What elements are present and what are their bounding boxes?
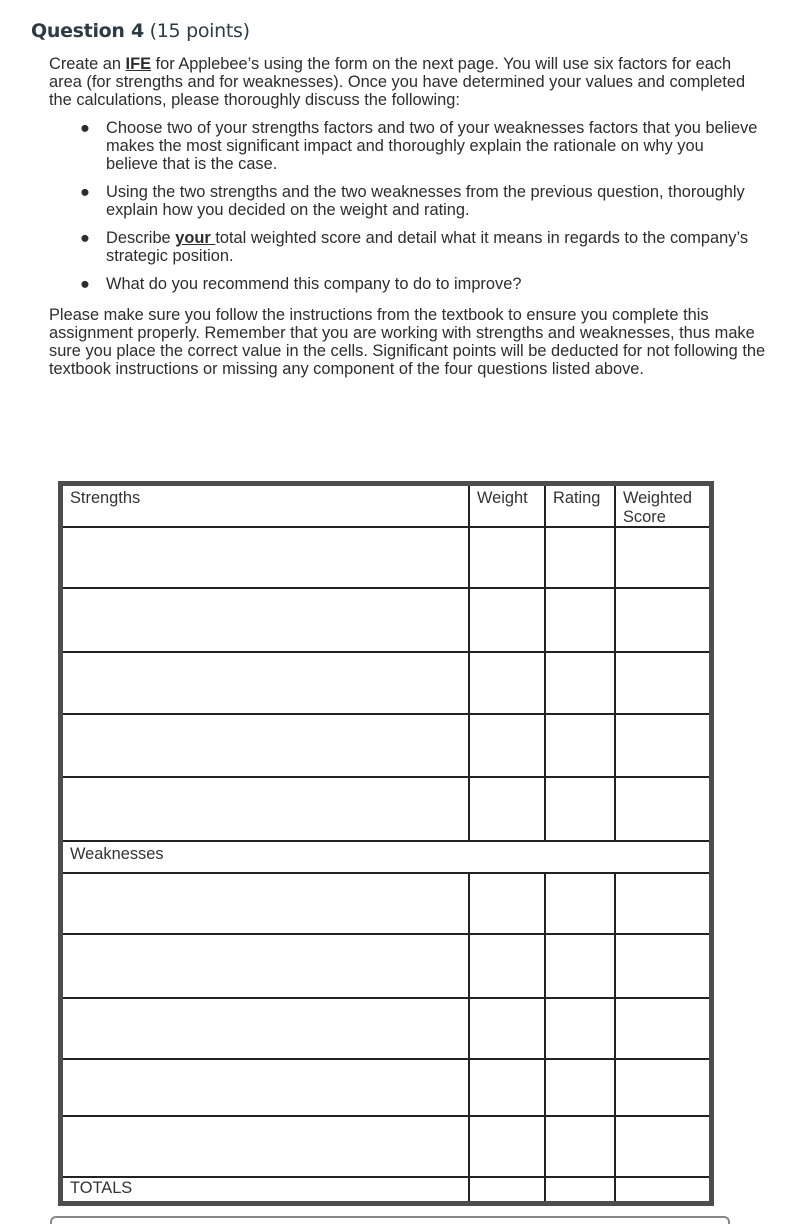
weighted-score-cell[interactable] bbox=[616, 715, 709, 776]
bullet-icon: ● bbox=[80, 275, 90, 293]
header-strengths: Strengths bbox=[63, 486, 470, 526]
intro-text-start: Create an bbox=[49, 55, 126, 73]
table-row bbox=[63, 528, 709, 589]
weight-cell[interactable] bbox=[470, 528, 546, 587]
rating-cell[interactable] bbox=[546, 874, 616, 933]
ife-term: IFE bbox=[125, 55, 152, 73]
weight-cell[interactable] bbox=[470, 715, 546, 776]
rating-cell[interactable] bbox=[546, 999, 616, 1058]
table-row bbox=[63, 935, 709, 999]
weaknesses-section-row bbox=[63, 842, 709, 874]
emphasis-your: your bbox=[175, 229, 216, 247]
total-weighted-score-cell[interactable] bbox=[616, 1178, 709, 1201]
table-row bbox=[63, 715, 709, 778]
weight-cell[interactable] bbox=[470, 874, 546, 933]
weighted-score-cell[interactable] bbox=[616, 999, 709, 1058]
weight-cell[interactable] bbox=[470, 778, 546, 840]
weight-cell[interactable] bbox=[470, 999, 546, 1058]
weakness-factor-cell[interactable] bbox=[63, 874, 470, 933]
bullet-icon: ● bbox=[80, 183, 90, 201]
table-row bbox=[63, 589, 709, 653]
weakness-factor-cell[interactable] bbox=[63, 999, 470, 1058]
list-item bbox=[80, 275, 760, 293]
weight-cell[interactable] bbox=[470, 653, 546, 713]
rating-cell[interactable] bbox=[546, 1060, 616, 1115]
instructions-paragraph: Please make sure you follow the instructions from the textbook to ensure you complete this assignment properly. Remember that you are working with strengths and weaknesses, thus make sure you place the correct value in the cells. Significant points will be deducted for not following the textbook instructions or missing any component of the four questions listed above. bbox=[49, 306, 766, 378]
table-row bbox=[63, 653, 709, 715]
next-panel-edge bbox=[50, 1216, 730, 1224]
weighted-score-cell[interactable] bbox=[616, 778, 709, 840]
strength-factor-cell[interactable] bbox=[63, 589, 470, 651]
weakness-factor-cell[interactable] bbox=[63, 1060, 470, 1115]
list-item-text: Choose two of your strengths factors and two of your weaknesses factors that you believe makes the most significant impact and thoroughly explain the rationale on why you believe that is the case. bbox=[106, 119, 758, 173]
header-weight: Weight bbox=[470, 486, 546, 526]
bullet-icon: ● bbox=[80, 229, 90, 247]
weaknesses-label: Weaknesses bbox=[70, 845, 164, 863]
header-weighted-score: Weighted Score bbox=[623, 489, 692, 526]
weighted-score-cell[interactable] bbox=[616, 1060, 709, 1115]
rating-cell[interactable] bbox=[546, 653, 616, 713]
rating-cell[interactable] bbox=[546, 528, 616, 587]
table-row bbox=[63, 1117, 709, 1178]
totals-row bbox=[63, 1178, 709, 1201]
table-row bbox=[63, 1060, 709, 1117]
ife-matrix-table bbox=[58, 481, 714, 1206]
weakness-factor-cell[interactable] bbox=[63, 1117, 470, 1176]
total-rating-cell[interactable] bbox=[546, 1178, 616, 1201]
weight-cell[interactable] bbox=[470, 1117, 546, 1176]
weight-cell[interactable] bbox=[470, 935, 546, 997]
total-weight-cell[interactable] bbox=[470, 1178, 546, 1201]
question-header bbox=[31, 20, 250, 42]
weighted-score-cell[interactable] bbox=[616, 528, 709, 587]
weighted-score-cell[interactable] bbox=[616, 1117, 709, 1176]
rating-cell[interactable] bbox=[546, 935, 616, 997]
bullet-icon: ● bbox=[80, 119, 90, 137]
header-rating: Rating bbox=[546, 486, 616, 526]
strength-factor-cell[interactable] bbox=[63, 528, 470, 587]
rating-cell[interactable] bbox=[546, 778, 616, 840]
question-number: Question 4 bbox=[31, 20, 144, 42]
table-row bbox=[63, 874, 709, 935]
weighted-score-cell[interactable] bbox=[616, 589, 709, 651]
rating-cell[interactable] bbox=[546, 715, 616, 776]
table-header-row bbox=[63, 486, 709, 528]
list-item-text: total weighted score and detail what it means in regards to the company’s strategic position. bbox=[106, 229, 749, 265]
list-item-text: What do you recommend this company to do to improve? bbox=[106, 275, 522, 293]
list-item bbox=[80, 183, 760, 219]
question-points: (15 points) bbox=[149, 20, 250, 42]
strength-factor-cell[interactable] bbox=[63, 653, 470, 713]
discussion-list bbox=[80, 119, 760, 303]
list-item-text: Describe bbox=[106, 229, 176, 247]
table-row bbox=[63, 999, 709, 1060]
intro-text-end: for Applebee’s using the form on the next page. You will use six factors for each area (for strengths and for weaknesses). Once you have determined your values and completed the calculations, please thoroughly discuss the following: bbox=[49, 55, 746, 109]
rating-cell[interactable] bbox=[546, 1117, 616, 1176]
list-item bbox=[80, 229, 760, 265]
totals-label: TOTALS bbox=[63, 1178, 470, 1201]
table-row bbox=[63, 778, 709, 842]
weakness-factor-cell[interactable] bbox=[63, 935, 470, 997]
weight-cell[interactable] bbox=[470, 589, 546, 651]
weight-cell[interactable] bbox=[470, 1060, 546, 1115]
list-item bbox=[80, 119, 760, 173]
weighted-score-cell[interactable] bbox=[616, 653, 709, 713]
strength-factor-cell[interactable] bbox=[63, 715, 470, 776]
weighted-score-cell[interactable] bbox=[616, 874, 709, 933]
weighted-score-cell[interactable] bbox=[616, 935, 709, 997]
list-item-text: Using the two strengths and the two weaknesses from the previous question, thoroughly explain how you decided on the weight and rating. bbox=[106, 183, 745, 219]
rating-cell[interactable] bbox=[546, 589, 616, 651]
intro-paragraph bbox=[49, 55, 767, 109]
strength-factor-cell[interactable] bbox=[63, 778, 470, 840]
